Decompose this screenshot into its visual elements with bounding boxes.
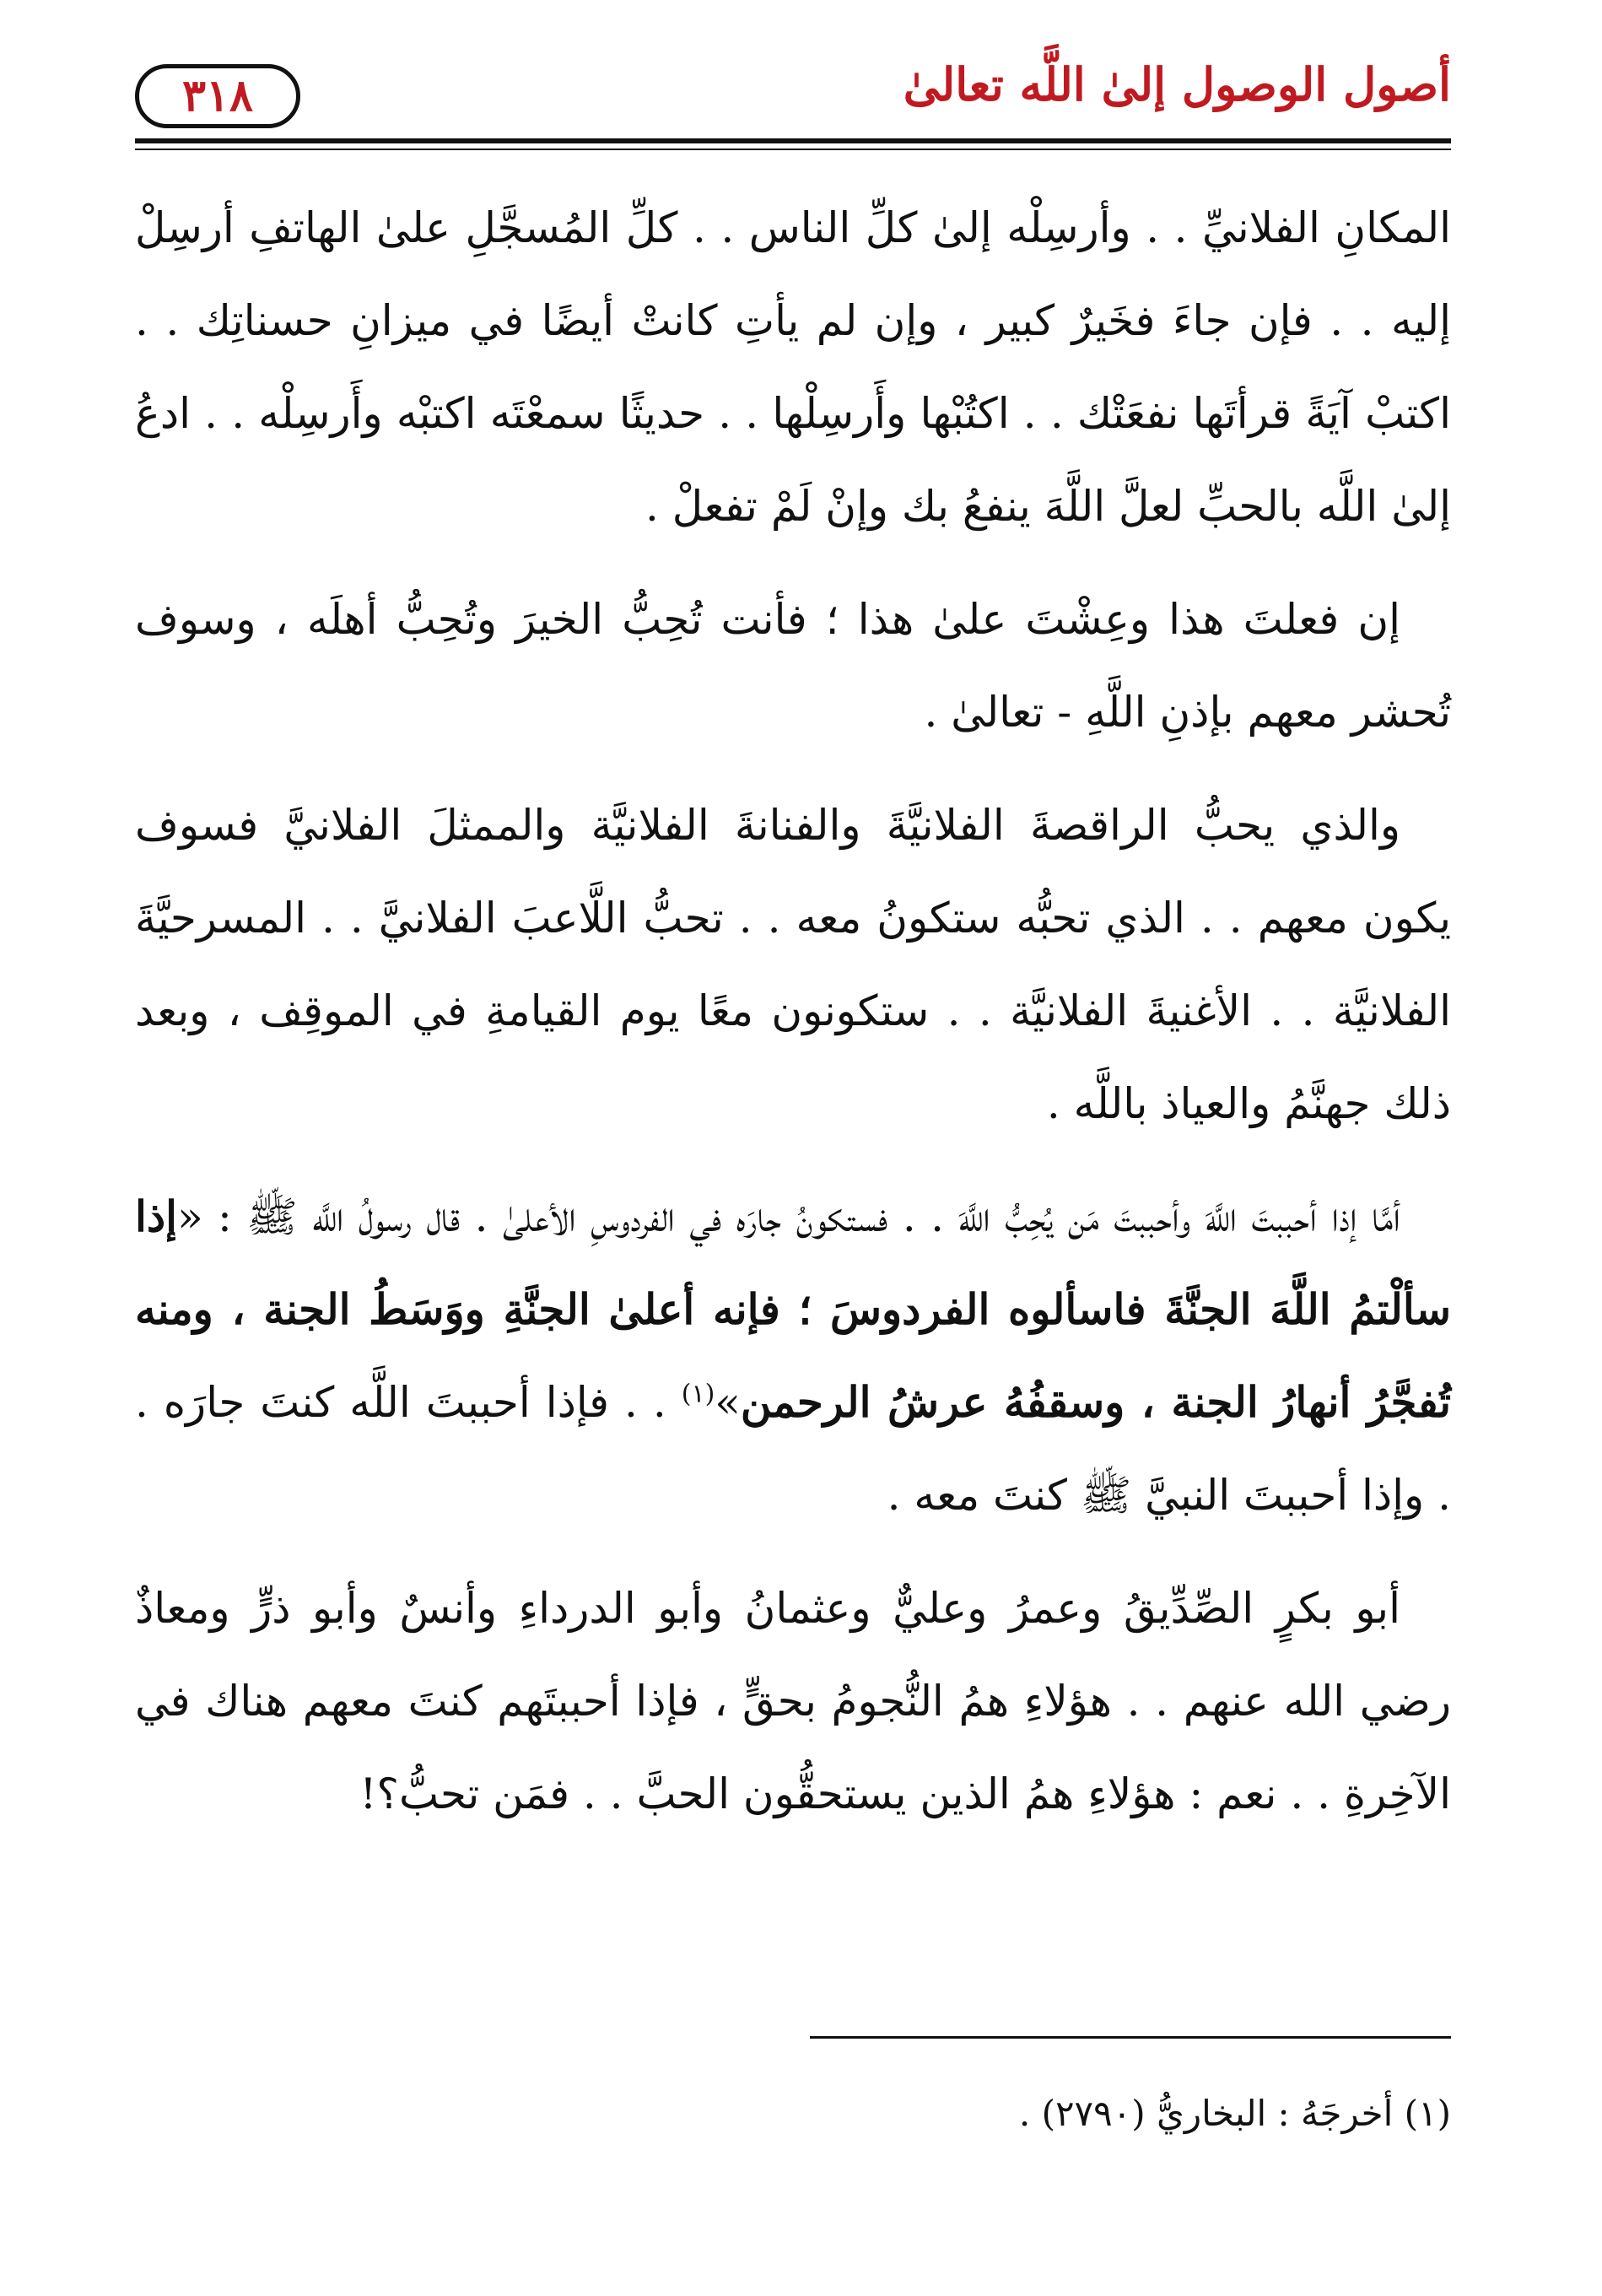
main-text [135,181,1451,1861]
page-header [135,51,1451,143]
header-rule-thin [135,149,1451,150]
header-rule-thick [135,138,1451,143]
paragraph-3: والذي يحبُّ الراقصةَ الفلانيَّةَ والفنانةَ الفلانيَّة والممثلَ الفلانيَّ فسوف يكون معهم . . الذي تحبُّه ستكونُ معه . . تحبُّ اللَّاعبَ الفلانيَّ . . المسرحيَّةَ الفلانيَّة . . الأغنيةَ الفلانيَّة . . ستكونون معًا يوم القيامةِ في الموقِف ، وبعد ذلك جهنَّمُ والعياذ باللَّه . [135,801,1451,1128]
paragraph-5: أبو بكرٍ الصِّدِّيقُ وعمرُ وعليٌّ وعثمانُ وأبو الدرداءِ وأنسٌ وأبو ذرٍّ ومعاذٌ رضي الله عنهم . . هؤلاءِ همُ النُّجومُ بحقٍّ ، فإذا أحببتَهم كنتَ معهم هناك في الآخِرةِ . . نعم : هؤلاءِ همُ الذين يستحقُّون الحبَّ . . فمَن تحبُّ؟! [135,1584,1451,1818]
quote-close: » [715,1378,741,1427]
running-title: أصول الوصول إلىٰ اللَّه تعالىٰ [903,57,1451,111]
footnote-reference[interactable]: (١) [681,1379,715,1409]
footnote-divider [810,2036,1451,2039]
hadith-quote: إذا سألْتمُ اللَّهَ الجنَّةَ فاسألوه الفردوسَ ؛ فإنه أعلىٰ الجنَّةِ ووَسَطُ الجنة ، ومنه تُفجَّرُ أنهارُ الجنة ، وسقفُهُ عرشُ الرحمن [135,1191,1451,1427]
footnote-1: (١) أخرجَهُ : البخاريُّ (٢٧٩٠) . [1018,2093,1451,2134]
paragraph-4-outro: . . فإذا أحببتَ اللَّه كنتَ جارَه . . وإذا أحببتَ النبيَّ ﷺ كنتَ معه . [135,1378,1451,1520]
paragraph-4 [135,1170,1451,1542]
paragraph-2: إن فعلتَ هذا وعِشْتَ علىٰ هذا ؛ فأنت تُحِبُّ الخيرَ وتُحِبُّ أهلَه ، وسوف تُحشر معهم بإذنِ اللَّهِ - تعالىٰ . [135,595,1451,737]
page-number-badge: ٣١٨ [135,64,300,128]
paragraph-1: المكانِ الفلانيِّ . . وأرسِلْه إلىٰ كلِّ الناس . . كلِّ المُسجَّلِ علىٰ الهاتفِ أرسِلْ إليه . . فإن جاءَ فخَيرٌ كبير ، وإن لم يأتِ كانتْ أيضًا في ميزانِ حسناتِك . . اكتبْ آيَةً قرأتَها نفعَتْك . . اكتُبْها وأَرسِلْها . . حديثًا سمعْتَه اكتبْه وأَرسِلْه . . ادعُ إلىٰ اللَّه بالحبِّ لعلَّ اللَّهَ ينفعُ بك وإنْ لَمْ تفعلْ . [135,203,1451,531]
paragraph-4-intro: أمَّا إذا أحببتَ اللَّهَ وأحببتَ مَن يُحِبُّ اللَّهَ . . فستكونُ جارَه في الفردوسِ الأعلىٰ . قال رسولُ اللَّه ﷺ : « [177,1192,1400,1241]
